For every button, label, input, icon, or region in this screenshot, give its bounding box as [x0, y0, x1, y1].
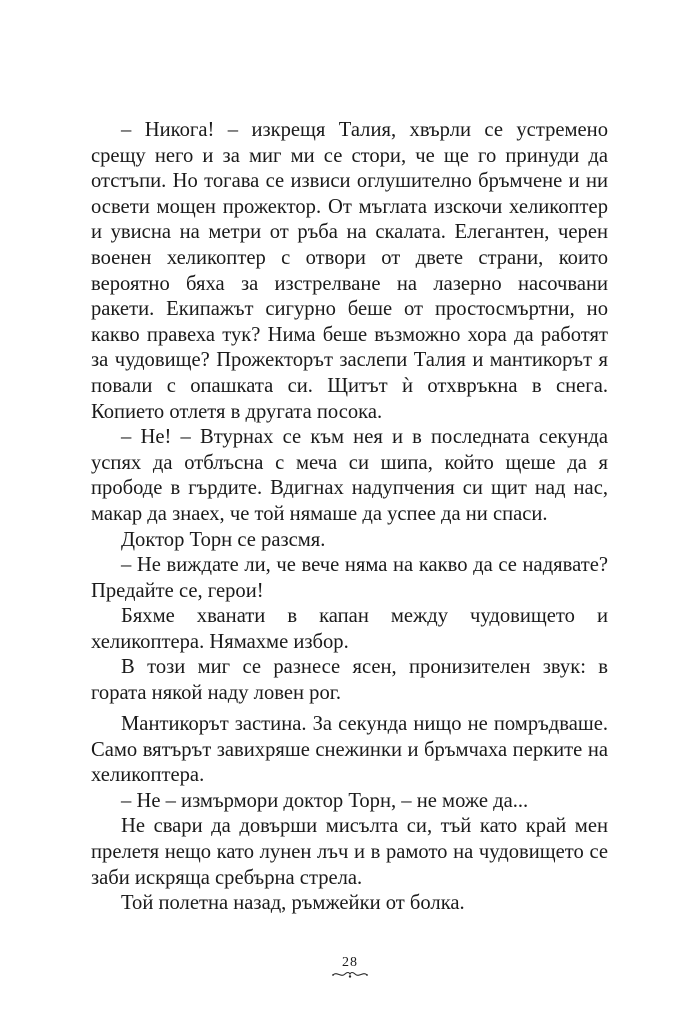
- paragraph: – Не – измърмори доктор Торн, – не може да...: [121, 789, 529, 812]
- page-number: 28: [342, 955, 358, 970]
- paragraph: Бяхме хванати в капан между чудовището и хеликоптера. Нямахме избор.: [91, 605, 608, 653]
- paragraph: Доктор Торн се разсмя.: [121, 528, 326, 551]
- paragraph: – Никога! – изкрещя Талия, хвърли се устремено срещу него и за миг ми се стори, че ще го принуди да отстъпи. Но тогава се извиси оглушително бръмчене и ни освети мощен прожектор. От мъглата изскочи хеликоптер и увисна на метри от ръба на скалата. Елегантен, черен военен хеликоптер с отвори от двете страни, които вероятно бяха за изстрелване на лазерно насочвани ракети. Екипажът сигурно беше от простосмъртни, но какво правеха тук? Нима беше възможно хора да работят за чудовище? Прожекторът заслепи Талия и мантикорът я повали с опашката си. Щитът ѝ отхвръкна в снега. Копието отлетя в другата посока.: [91, 119, 608, 423]
- paragraph: В този миг се разнесе ясен, пронизителен звук: в гората някой наду ловен рог.: [91, 656, 608, 705]
- text-section-after-break: [91, 712, 608, 917]
- paragraph: Не свари да довърши мисълта си, тъй като край мен прелетя нещо като лунен лъч и в рамото на чудовището се заби искряща сребърна стрела.: [91, 815, 608, 889]
- folio-flourish-icon: [331, 969, 369, 979]
- paragraph: Той полетна назад, ръмжейки от болка.: [121, 892, 465, 915]
- paragraph: Мантикорът застина. За секунда нищо не помръдваше. Само вятърът завихряше снежинки и бръмчаха перките на хеликоптера.: [91, 713, 608, 787]
- text-section-before-break: [91, 118, 608, 707]
- paragraph: – Не виждате ли, че вече няма на какво да се надявате? Предайте се, герои!: [91, 554, 608, 602]
- paragraph: – Не! – Втурнах се към нея и в последната секунда успях да отблъсна с меча си шипа, който щеше да я прободе в гърдите. Вдигнах надупчения си щит над нас, макар да знаех, че той нямаше да успее да ни спаси.: [91, 426, 608, 525]
